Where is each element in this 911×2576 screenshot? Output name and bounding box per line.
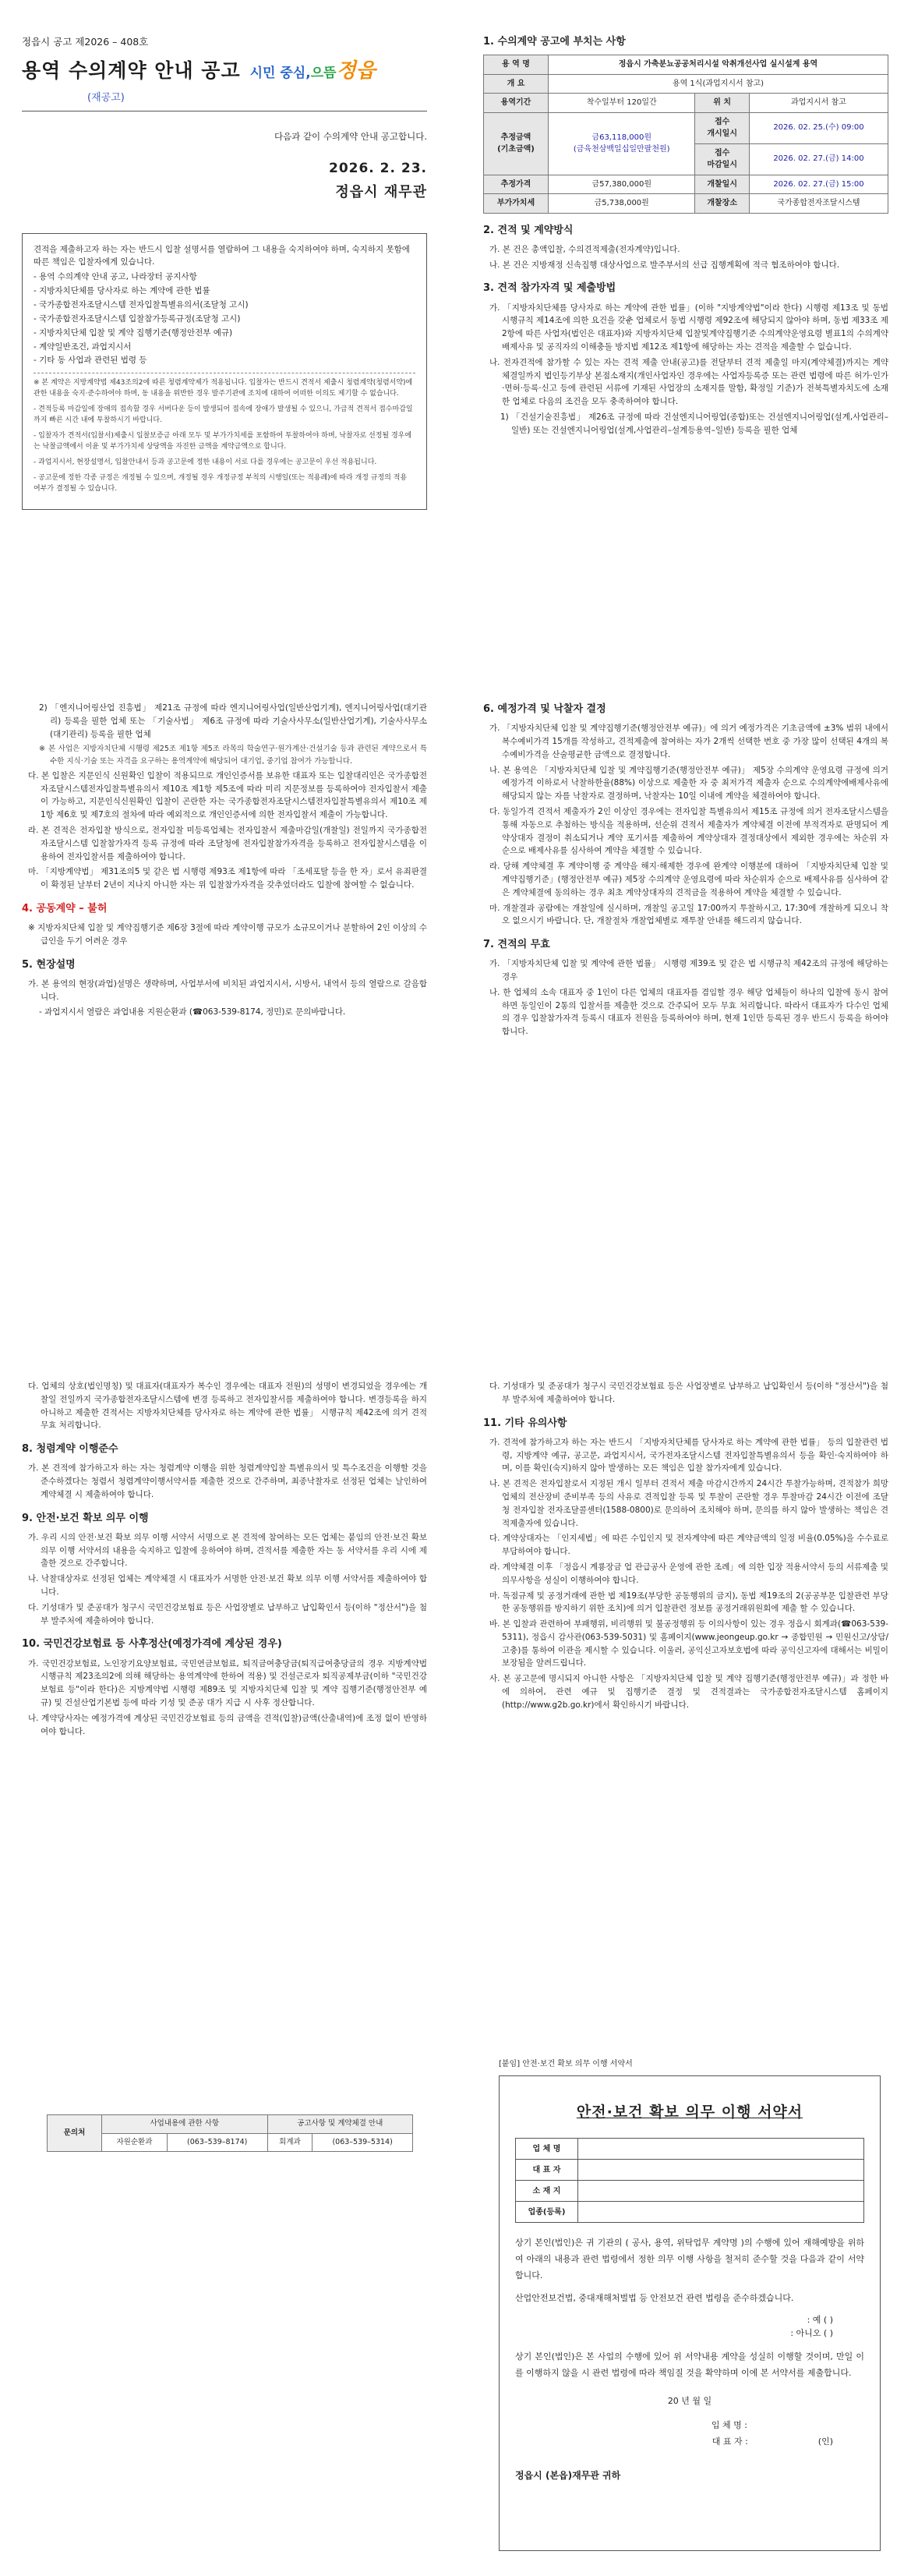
section-item: 나. 본 용역은 「지방자치단체 입찰 및 계약집행기준(행정안전부 예규)」 제5장 수의계약 운영요령 규정에 의거 예정가격 이하로서 낙찰하한율(88%) 이상으로 제출한 자 중 최저가격 제출자 순으로 수의계약에배제사유에 해당되지 않는 자를 낙찰자로 결정하며, 낙찰자는 10일 이내에 계약을 체결하여야 합니다. <box>489 765 888 801</box>
section-item: 가. 국민건강보험료, 노인장기요양보험료, 국민연금보험료, 퇴직금여충당금(퇴직급여충당금의 경우 지방계약법 시행규칙 제23조의2에 의해 해당하는 용역계약에 한하여 적용) 및 건설근로자 퇴직공제부금(이하 "국민건강보험료 등"이라 한다)은 지방계약법 시행령 제89조 및 지방자치단체 입찰 및 계약 집행기준(행정안전부 예규) 및 건설산업기본법 등에 따라 기성 및 준공 대가 지급 시 사후 정산합니다. <box>28 1658 427 1707</box>
table-cell: 착수일부터 120일간 <box>548 94 695 113</box>
no-option[interactable]: : 아니오 ( ) <box>790 2328 833 2339</box>
section-item: 나. 낙찰대상자로 선정된 업체는 계약체결 시 대표자가 서명한 안전·보건 확보 의무 이행 서약서를 제출하여야 합니다. <box>28 1574 427 1598</box>
section-heading: 9. 안전·보건 확보 의무 이행 <box>22 1512 149 1524</box>
notice-notes <box>34 373 415 494</box>
section-item: 나. 한 업체의 소속 대표자 중 1인이 다른 업체의 대표자를 겸임할 경우 해당 업체들이 하나의 입찰에 동시 참여하면 동일인이 2통의 입찰서를 제출한 것으로 간주되어 모두 무효 처리합니다. 따라서 대표자가 다수인 업체의 경우 입찰참가자격 등록시 대표자 전원을 등록하여야 하며, 현재 1인만 등록된 경우 반드시 등록을 하여야 합니다. <box>489 987 888 1037</box>
section-item: 마. 독점규제 및 공정거래에 관한 법 제19조(부당한 공동행위의 금지), 동법 제19조의 2(공공부문 입찰관련 부당한 공동행위를 방지하기 위한 조치)에 의거 입찰관련 정보를 공정거래위원회에 제출 할 수 있습니다. <box>489 1591 888 1614</box>
note-item: - 공고문에 정한 각종 규정은 개정될 수 있으며, 개정될 경우 개정규정 부칙의 시행일(또는 적용례)에 따라 개정 규정의 적용 여부가 결정될 수 있습니다. <box>34 473 408 493</box>
page1-left <box>22 34 427 510</box>
form-label: 업 체 명 <box>516 2139 578 2160</box>
form-label: 업종(등록) <box>516 2202 578 2223</box>
section-heading: 1. 수의계약 공고에 부치는 사항 <box>483 36 626 48</box>
pledge-paragraph: 산업안전보건법, 중대재해처벌법 등 안전보건 관련 법령을 준수하겠습니다. <box>515 2293 794 2304</box>
table-cell: 금5,738,000원 <box>548 194 695 214</box>
section-item: 라. 본 견적은 전자입찰 방식으로, 전자입찰 미등록업체는 전자입찰서 제출마감일(개찰일) 전일까지 국가종합전자조달시스템 입찰참가자격 등록 규정에 따라 조달청에 전자입찰참가자격을 등록하고 전자입찰시스템을 이용하여 전자입찰서를 제출하여야 합니다. <box>28 825 427 862</box>
section-item: 마. 「지방계약법」 제31조의5 및 같은 법 시행령 제93조 제1항에 따라 「조세포탈 등을 한 자」로서 유죄판결이 확정된 날부터 2년이 지나지 아니한 자는 위 입찰참가자격을 갖추었더라도 입찰에 참여할 수 없습니다. <box>28 867 427 890</box>
section-item: 사. 본 공고문에 명시되지 아니한 사항은 「지방자치단체 입찰 및 계약 집행기준(행정안전부 예규)」과 정한 바에 의하여, 관련 예규 및 집행기준 결정 및 견적결과는 국가종합전자조달시스템 홈페이지(http://www.g2b.go.kr)에서 확인하시기 바랍니다. <box>489 1674 888 1710</box>
section-heading: 7. 견적의 무효 <box>483 939 550 951</box>
contact-header: 공고사항 및 계약체결 안내 <box>267 2115 412 2134</box>
table-cell: 2026. 02. 25.(수) 09:00 <box>749 112 888 143</box>
page-title: 용역 수의계약 안내 공고 <box>22 59 241 83</box>
pledge-paragraph: 상기 본인(법인)은 본 사업의 수행에 있어 위 서약내용 계약을 성실히 이행할 것이며, 만일 이를 이행하지 않을 시 관련 법령에 따라 책임질 것을 확약하며 이에 본 서약서를 제출합니다. <box>515 2351 864 2378</box>
signature-representative: 대 표 자 : <box>711 2436 748 2447</box>
yes-option[interactable]: : 예 ( ) <box>807 2315 833 2325</box>
table-cell: 용역 1식(과업지시서 참고) <box>548 74 888 94</box>
section-heading: 6. 예정가격 및 낙찰자 결정 <box>483 703 606 715</box>
notice-box-text: 견적을 제출하고자 하는 자는 반드시 입찰 설명서를 열람하여 그 내용을 숙지하여야 하며, 숙지하지 못함에 따른 책임은 입찰자에게 있습니다. <box>34 244 410 267</box>
table-cell: 국가종합전자조달시스템 <box>749 194 888 214</box>
section-heading: 10. 국민건강보험료 등 사후정산(예정가격에 계상된 경우) <box>22 1638 282 1651</box>
section-note: ※ 본 사업은 지방자치단체 시행령 제25조 제1항 제5조 라목의 학술연구·원가계산·건설기술 등과 관련된 계약으로서 특수한 지식·기술 또는 자격을 요구하는 용역계약에 해당되어 대기업, 중기업 참여가 가능합니다. <box>39 745 427 766</box>
section-item: 다. 기성대가 및 준공대가 청구시 국민건강보험료 등은 사업장별로 납부하고 납입확인서 등(이하 "정산서")을 첨부 발주처에 제출하여야 합니다. <box>489 1382 888 1404</box>
issuer-org: 정읍시 재무관 <box>335 183 427 200</box>
form-info-table <box>515 2138 864 2223</box>
table-label: 개찰일시 <box>695 175 749 194</box>
section-item: 가. 본 견적에 참가하고자 하는 자는 청렴계약 이행을 위한 청렴계약입찰 특별유의서 및 특수조건을 이행할 것을 준수하겠다는 청렴서 청렴계약이행서약서를 제출한 것으로 간주하며, 최종낙찰자로 선정된 업체는 날인하여 계약체결 시 제출하여야 합니다. <box>28 1463 427 1499</box>
safety-pledge-form <box>499 2075 881 2551</box>
estimated-amount: 금63,118,000원 (금육천삼백일십일만팔천원) <box>548 112 695 175</box>
city-slogan-logo: 시민 중심, 으뜸 정읍 <box>249 59 376 83</box>
contact-table <box>47 2114 413 2152</box>
contact-dept: 자원순환과 <box>102 2133 168 2152</box>
section-item: 가. 견적에 참가하고자 하는 자는 반드시 「지방자치단체를 당사자로 하는 계약에 관한 법률」 등의 입찰관련 법령, 지방계약 예규, 공고문, 과업지시서, 국가전자조달시스템 전자입찰특별유의서 등을 확인·숙지하여야 하며, 이를 확인(숙지)하지 않아 발생하는 모든 책임은 입찰 참가자에게 있습니다. <box>489 1437 888 1474</box>
representative-field[interactable] <box>578 2160 864 2181</box>
note-item: ※ 본 계약은 지방계약법 제43조의2에 따른 청렴계약제가 적용됩니다. 입찰자는 반드시 견적서 제출시 청렴계약(청렴서약)에 관한 내용을 숙지·준수하여야 하며, 동 내용을 위반한 경우 발주기관에 조치에 대하여 어떠한 이의도 제기할 수 없습니다. <box>34 379 413 398</box>
section-heading: 5. 현장설명 <box>22 958 76 971</box>
table-cell: 2026. 02. 27.(금) 14:00 <box>749 143 888 175</box>
section-heading: 2. 견적 및 계약방식 <box>483 224 574 236</box>
page2-left <box>22 702 427 1021</box>
page1-right <box>483 34 888 439</box>
table-label: 개찰장소 <box>695 194 749 214</box>
business-type-field[interactable] <box>578 2202 864 2223</box>
section-item: 다. 계약상대자는 「인지세법」에 따른 수입인지 및 전자계약에 따른 계약금액의 일정 비율(0.05%)을 수수료로 부담하여야 합니다. <box>489 1534 888 1557</box>
table-cell: 2026. 02. 27.(금) 15:00 <box>749 175 888 194</box>
section-subitem: - 과업지시서 열람은 과업내용 지원순환과 (☎063-539-8174, 정민)로 문의바랍니다. <box>39 1007 346 1017</box>
company-name-field[interactable] <box>578 2139 864 2160</box>
section-item: 나. 본 건은 지방재정 신속집행 대상사업으로 발주부서의 선급 집행계획에 적극 협조하여야 합니다. <box>489 260 840 270</box>
notice-date: 2026. 2. 23. <box>328 160 427 176</box>
table-label: 접수 마감일시 <box>695 143 749 175</box>
form-label: 대 표 자 <box>516 2160 578 2181</box>
table-label: 개 요 <box>484 74 549 94</box>
section-heading: 3. 견적 참가자격 및 제출방법 <box>483 282 616 295</box>
section-subitem: 1) 「건설기술진흥법」 제26조 규정에 따라 건설엔지니어링업(종합)또는 건설엔지니어링업(설계,사업관리–일반) 또는 건설엔지니어링업(설계,사업관리–설계등용역–일반) 등록을 필한 업체 <box>500 412 888 435</box>
contact-header: 사업내용에 관한 사항 <box>102 2115 268 2134</box>
section-item: 나. 본 견적은 전자입찰로서 지정된 개시 일부터 견적서 제출 마감시간까지 24시간 투찰가능하며, 견적참가 희망업체의 전산장비 준비부족 등의 사유로 견적입찰 등록 및 투찰이 곤란할 경우 투찰마감 24시간 이전에 조달청 전자입찰 전자조달콜센터(1588-0800)로 문의하여 조치해야 하며, 문의를 하지 않아 발생하는 책임은 견적제출자에 있습니다. <box>489 1479 888 1528</box>
table-label: 부가가치세 <box>484 194 549 214</box>
page3-right <box>483 1380 888 1714</box>
reference-item: - 국가종합전자조달시스템 전자입찰특별유의서(조달청 고시) <box>34 300 249 310</box>
section-heading: 8. 청렴계약 이행준수 <box>22 1443 118 1456</box>
table-cell: 금57,380,000원 <box>548 175 695 194</box>
contact-section <box>47 2114 413 2152</box>
section-item: 마. 개찰결과 공람에는 개찰일에 실시하며, 개찰일 공고일 17:00까지 투찰하시고, 17:30에 개찰하게 되오니 착오 없으시기 바랍니다. 단, 개찰절차 개찰업체별로 재투찰 안내를 해드리지 않습니다. <box>489 903 888 926</box>
contact-label: 문의처 <box>48 2115 102 2152</box>
section-item: 다. 업체의 상호(법인명칭) 및 대표자(대표자가 복수인 경우에는 대표자 전원)의 성명이 변경되었을 경우에는 개찰일 전일까지 국가종합전자조달시스템에 변경 등록하고 전자입찰서를 제출하여야 합니다. 변경등록을 하지 아니하고 제출한 견적서는 지방자치단체를 당사자로 하는 계약에 관한 법률」 시행규칙 제42조에 의거 견적 무효 처리합니다. <box>28 1382 427 1431</box>
reference-list <box>34 271 415 368</box>
contract-summary-table <box>483 55 888 214</box>
page2-right <box>483 702 888 1041</box>
section-subitem: 2) 「엔지니어링산업 진흥법」 제21조 규정에 따라 엔지니어링사업(일반산업기계), 엔지니어링사업(대기관리) 등록을 필한 업체 또는 「기술사법」 제6조 규정에 따라 기술사사무소(일반산업기계), 기술사사무소(대기관리) 등록을 필한 업체 <box>39 703 427 739</box>
notice-number: 정읍시 공고 제2026 – 408호 <box>22 36 149 48</box>
reference-item: - 기타 동 사업과 관련된 법령 등 <box>34 356 147 366</box>
table-cell: 과업지시서 참고 <box>749 94 888 113</box>
signature-company: 입 체 명 : <box>711 2419 747 2430</box>
page3-left <box>22 1380 427 1740</box>
section-item: ※ 지방자치단체 입찰 및 계약집행기준 제6장 3절에 따라 계약이행 규모가 소규모이거나 분할하여 2인 이상의 수급인을 두기 어려운 경우 <box>28 923 427 946</box>
table-label: 위 치 <box>695 94 749 113</box>
section-item: 가. 본 건은 총액입찰, 수의견적제출(전자계약)입니다. <box>489 244 680 254</box>
form-recipient: 정읍시 (본읍)재무관 귀하 <box>515 2470 621 2482</box>
form-caption: [붙임] 안전·보건 확보 의무 이행 서약서 <box>499 2060 633 2068</box>
form-label: 소 재 지 <box>516 2181 578 2202</box>
form-date: 20 년 월 일 <box>667 2395 712 2406</box>
seal-mark: (인) <box>817 2436 833 2447</box>
notice-box <box>22 233 427 510</box>
section-item: 가. 「지방자치단체 입찰 및 계약에 관한 법률」 시행령 제39조 및 같은 법 시행규칙 제42조의 규정에 해당하는 경우 <box>489 959 888 982</box>
reference-item: - 용역 수의계약 안내 공고, 나라장터 공지사항 <box>34 272 197 282</box>
table-label: 접수 개시일시 <box>695 112 749 143</box>
table-label: 용역기간 <box>484 94 549 113</box>
form-title: 안전·보건 확보 의무 이행 서약서 <box>576 2104 803 2121</box>
pledge-paragraph: 상기 본인(법인)은 귀 기관의 ( 공사, 용역, 위탁업무 계약명 )의 수행에 있어 재해예방을 위하여 아래의 내용과 관련 법령에서 정한 의무 이행 사항을 철저히 준수할 것을 다음과 같이 서약합니다. <box>515 2238 864 2281</box>
table-label: 용 역 명 <box>484 55 549 75</box>
page-subtitle: (재공고) <box>87 91 125 104</box>
section-item: 다. 기성대가 및 준공대가 청구시 국민건강보험료 등은 사업장별로 납부하고 납입확인서 등(이하 "정산서")을 첨부 발주처에 제출하여야 합니다. <box>28 1602 427 1626</box>
section-item: 가. 「지방자치단체 입찰 및 계약집행기준(행정안전부 예규)」에 의거 예정가격은 기초금액에 ±3% 범위 내에서 복수예비가격 15개를 작성하고, 견적제출에 참여하는 자가 2개씩 선택한 번호 중 가장 많이 선택된 4개의 복수예비가격을 산술평균한 금액으로 결정합니다. <box>489 724 888 759</box>
section-item: 바. 본 입찰과 관련하여 부패행위, 비리행위 및 불공정행위 등 이의사항이 있는 경우 정읍시 회계과(☎063-539-5311), 정읍시 감사관(063-539-5031) 및 홈페이지(www.jeongeup.go.kr → 종합민원 → 민원신고/상담/고충)를 통하여 이관을 제시할 수 있습니다. 이울러, 공익신고자보호법에 따라 공익신고자에 대해서는 비밀이 보장됨을 알려드립니다. <box>489 1619 888 1668</box>
reference-item: - 계약일반조건, 과업지시서 <box>34 341 132 352</box>
reference-item: - 지방자치단체를 당사자로 하는 계약에 관한 법률 <box>34 286 210 296</box>
section-item: 라. 당해 계약체결 후 계약이행 중 계약을 해지·해제한 경우에 완계약 이행분에 대하여 「지방자치단체 입찰 및 계약집행기준」(행정안전부 예규) 제5장 수의계약 운영요령에 따라 차순위자 순으로 배제사유를 심사하여 같은 계약체결에 동의하는 경우 최초 계약상대자의 견적금을 적용하여 계약을 체결할 수 있습니다. <box>489 862 888 897</box>
section-heading: 4. 공동계약 – 불허 <box>22 902 108 915</box>
table-label: 추정금액 (기초금액) <box>484 112 549 175</box>
service-name: 정읍시 가축분뇨공공처리시설 악취개선사업 실시설계 용역 <box>548 55 888 75</box>
section-item: 다. 동일가격 견적서 제출자가 2인 이상인 경우에는 전자입찰 특별유의서 제15조 규정에 의거 전자조달시스템을 통해 자동으로 추첨하는 방식을 적용하며, 선순위 견적서 제출자가 계약체결 이전에 부적격자로 판명되어 계약상대자 결정이 취소되거나 계약 포기서를 제출하여 계약상대자 결정대상에서 제외한 경우에는 차순위 자 순으로 배제사유를 심사하여 계약을 체결할 수 있습니다. <box>489 806 888 856</box>
section-heading: 11. 기타 유의사항 <box>483 1417 567 1429</box>
table-label: 추정가격 <box>484 175 549 194</box>
contact-dept: 회계과 <box>267 2133 312 2152</box>
section-item: 가. 본 용역의 현장(과업)설명은 생략하며, 사업부서에 비치된 과업지시서, 시방서, 내역서 등의 열람으로 갈음합니다. <box>28 978 427 1002</box>
intro-text: 다음과 같이 수의계약 안내 공고합니다. <box>274 130 427 142</box>
note-item: - 입찰자가 견적서(입찰서)제출시 입찰보증금 아래 모두 및 부가가치세를 포함하여 투찰하여야 하며, 낙찰자로 선정될 경우에는 낙찰금액에서 이윤 및 부가가치세 상당액을 자진한 금액을 계약금액으로 합니다. <box>34 432 412 451</box>
section-item: 라. 계약체결 이후 「정읍시 계룡장금 업 관급공사 운영에 관한 조례」에 의한 입장 적용서약서 등의 서류제출 및 의무사항을 성실이 이행하여야 합니다. <box>489 1562 888 1585</box>
section-item: 다. 본 입찰은 지문인식 신원확인 입찰이 적용되므로 개인인증서를 보유한 대표자 또는 입찰대리인은 국가종합전자조달시스템전자입찰특별유의서 제10조 제1항 제5조에 따라 미리 지문정보를 등록하여야 전자입찰서 제출이 가능하고, 지문인식신원확인 입찰이 곤란한 자는 국가종합전자조달시스템전자입찰특별유의서 제10조 제1항 제6호 및 제7호의 절차에 따라 예외적으로 개인인증서에 의한 전자입찰서 제출이 가능합니다. <box>28 770 427 820</box>
contact-phone: (063–539–8174) <box>167 2133 267 2152</box>
address-field[interactable] <box>578 2181 864 2202</box>
reference-item: - 국가종합전자조달시스템 입찰참가등록규정(조달청 고시) <box>34 313 241 324</box>
note-item: - 견적등록 마감일에 장애의 접속할 경우 서버다운 등이 발생되어 접속에 장애가 발생될 수 있으니, 가급적 견적서 접수마감일까지 빠른 시간 내에 투찰하시기 바랍니다. <box>34 405 413 425</box>
section-item: 가. 「지방자치단체를 당사자로 하는 계약에 관한 법률」(이하 "지방계약법"이라 한다) 시행령 제13조 및 동법 시행규칙 제14조에 의한 요건을 갖춘 업체로서 동법 시행령 제92조에 해당되지 않아야 하며, 동법 제33조 제2항에 따른 사업자(법인은 대표자)와 지방자치단체 입찰및계약집행기준 수의계약운영요령 별표1의 수의계약 배제사유 및 공직자의 이해충돌 방지법 제12조 제1항에 해당하는 자는 견적을 제출할 수 없습니다. <box>489 303 888 352</box>
contact-phone: (063–539–5314) <box>312 2133 413 2152</box>
section-item: 나. 전자견적에 참가할 수 있는 자는 견적 제출 안내(공고)를 전달부터 견적 제출일 마지(계약체결)까지는 계약 체결일까지 법인등기부상 본점소재지(개인사업자인 경우에는 사업자등록증 또는 관련 법령에 따른 허가·인가·면허·등록·신고 등에 관련된 서류에 기재된 사업장의 소재지를 말함, 확정일 기준)가 전북특별자치도에 소재한 업체로 다음의 조건을 모두 충족하여야 합니다. <box>489 357 888 407</box>
section-item: 나. 계약당사자는 예정가격에 계상된 국민건강보험료 등의 금액을 견적(입찰)금액(산출내역)에 조정 없이 반영하여야 합니다. <box>28 1713 427 1736</box>
section-item: 가. 우리 시의 안전·보건 확보 의무 이행 서약서 서명으로 본 견적에 참여하는 모든 업체는 붙임의 안전·보건 확보 의무 이행 서약서의 내용을 숙지하고 입찰에 응하여야 하며, 견적서를 제출한 자는 동 서약서를 우리 시에 제출한 것으로 간주합니다. <box>28 1532 427 1569</box>
note-item: - 과업지시서, 현장설명서, 입찰안내서 등과 공고문에 정한 내용이 서로 다를 경우에는 공고문이 우선 적용됩니다. <box>34 458 377 466</box>
reference-item: - 지방자치단체 입찰 및 계약 집행기준(행정안전부 예규) <box>34 327 233 338</box>
